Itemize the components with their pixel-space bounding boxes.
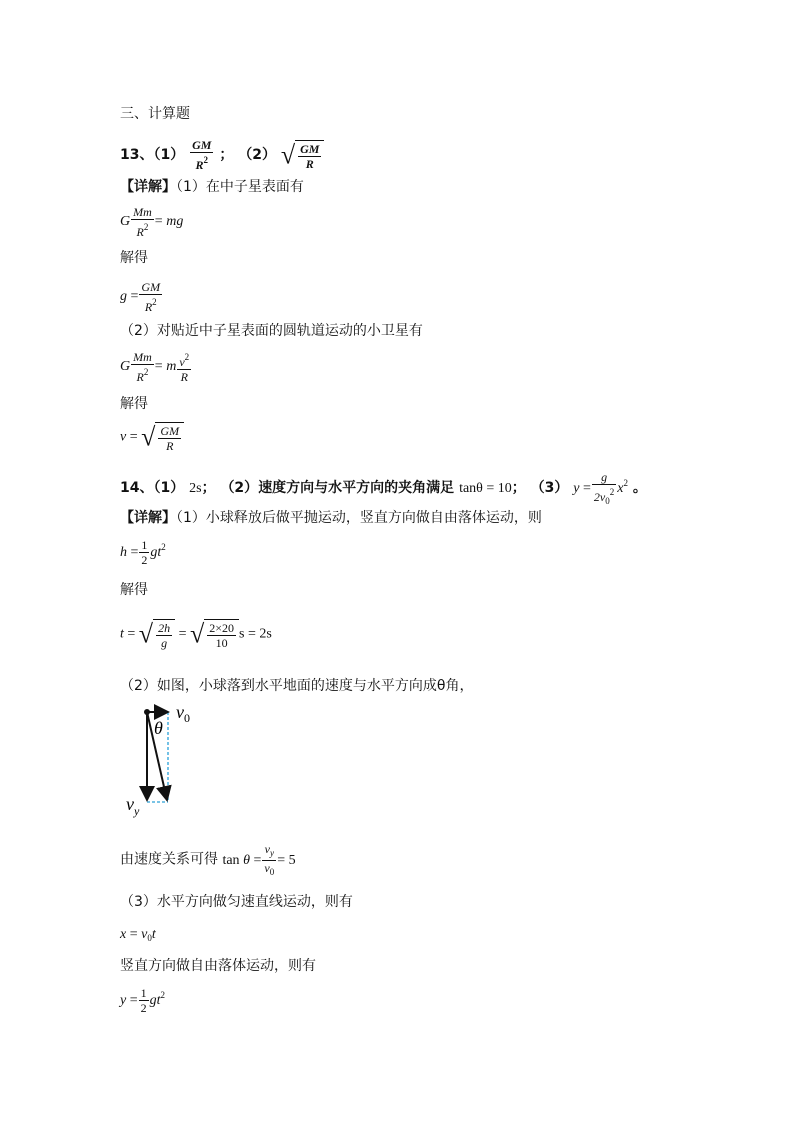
q14-answer: 14、（1） 2s； （2）速度方向与水平方向的夹角满足 tanθ = 10； （3） y = $\frac{g}{2v_0^2}$ $x^2$ 。 [120,470,647,506]
q14-eq1: h = $\frac{1}{2}$ $gt^2$ [120,538,166,568]
q13-label: 13、 [120,147,154,163]
theta-label: θ [154,718,163,738]
q14-eq3: $x = v_0t$ [120,927,156,943]
q13-answer2-formula: √ $\frac{GM}{R}$ [281,140,325,171]
q13-eq4: v = √ $\frac{GM}{R}$ [120,422,184,453]
q13-eq3: G $\frac{Mm}{R^2}$ = m $\frac{v^2}{R}$ [120,350,190,384]
q13-answer: 13、（1） $\frac{GM}{R^2}$ ； （2） √ $\frac{GM}{R}$ [120,138,324,172]
q13-eq2: g = $\frac{GM}{R^2}$ [120,280,161,314]
vy-label: $v_y$ [126,794,140,818]
q13-solve2: 解得 [120,396,148,412]
velocity-diagram [118,700,208,825]
q13-eq1: G $\frac{Mm}{R^2}$ = mg [120,205,184,239]
v0-label: $v_0$ [176,702,190,725]
q14-part3-intro: （3）水平方向做匀速直线运动，则有 [120,894,353,910]
q13-solve1: 解得 [120,250,148,266]
section-title: 三、计算题 [120,106,190,122]
q14-eq2: t = √ $\frac{2h}{g}$ = √ $\frac{2\times 20}{10}$ s = 2s [120,619,272,650]
q14-detail-intro: 【详解】（1）小球释放后做平抛运动，竖直方向做自由落体运动，则 [120,510,542,526]
q14-part2-intro: （2）如图，小球落到水平地面的速度与水平方向成θ角， [120,678,474,694]
q14-eq4: y = $\frac{1}{2}$ $gt^2$ [120,986,166,1016]
q14-relation: 由速度关系可得 tan θ = $\frac{v_y}{v_0}$ = 5 [120,842,296,877]
q13-detail-intro: 【详解】（1）在中子星表面有 [120,179,304,195]
q13-part1-label: （1） [153,147,185,163]
q14-tan-expr: tanθ = 10 [459,481,512,497]
q14-vertical-intro: 竖直方向做自由落体运动，则有 [120,958,316,974]
q14-answer3-formula: y = $\frac{g}{2v_0^2}$ $x^2$ [573,470,628,506]
q14-solve1: 解得 [120,582,148,598]
q13-answer1-formula: $\frac{GM}{R^2}$ [192,138,212,172]
release-point [144,709,150,715]
q13-part2-intro: （2）对贴近中子星表面的圆轨道运动的小卫星有 [120,323,423,339]
